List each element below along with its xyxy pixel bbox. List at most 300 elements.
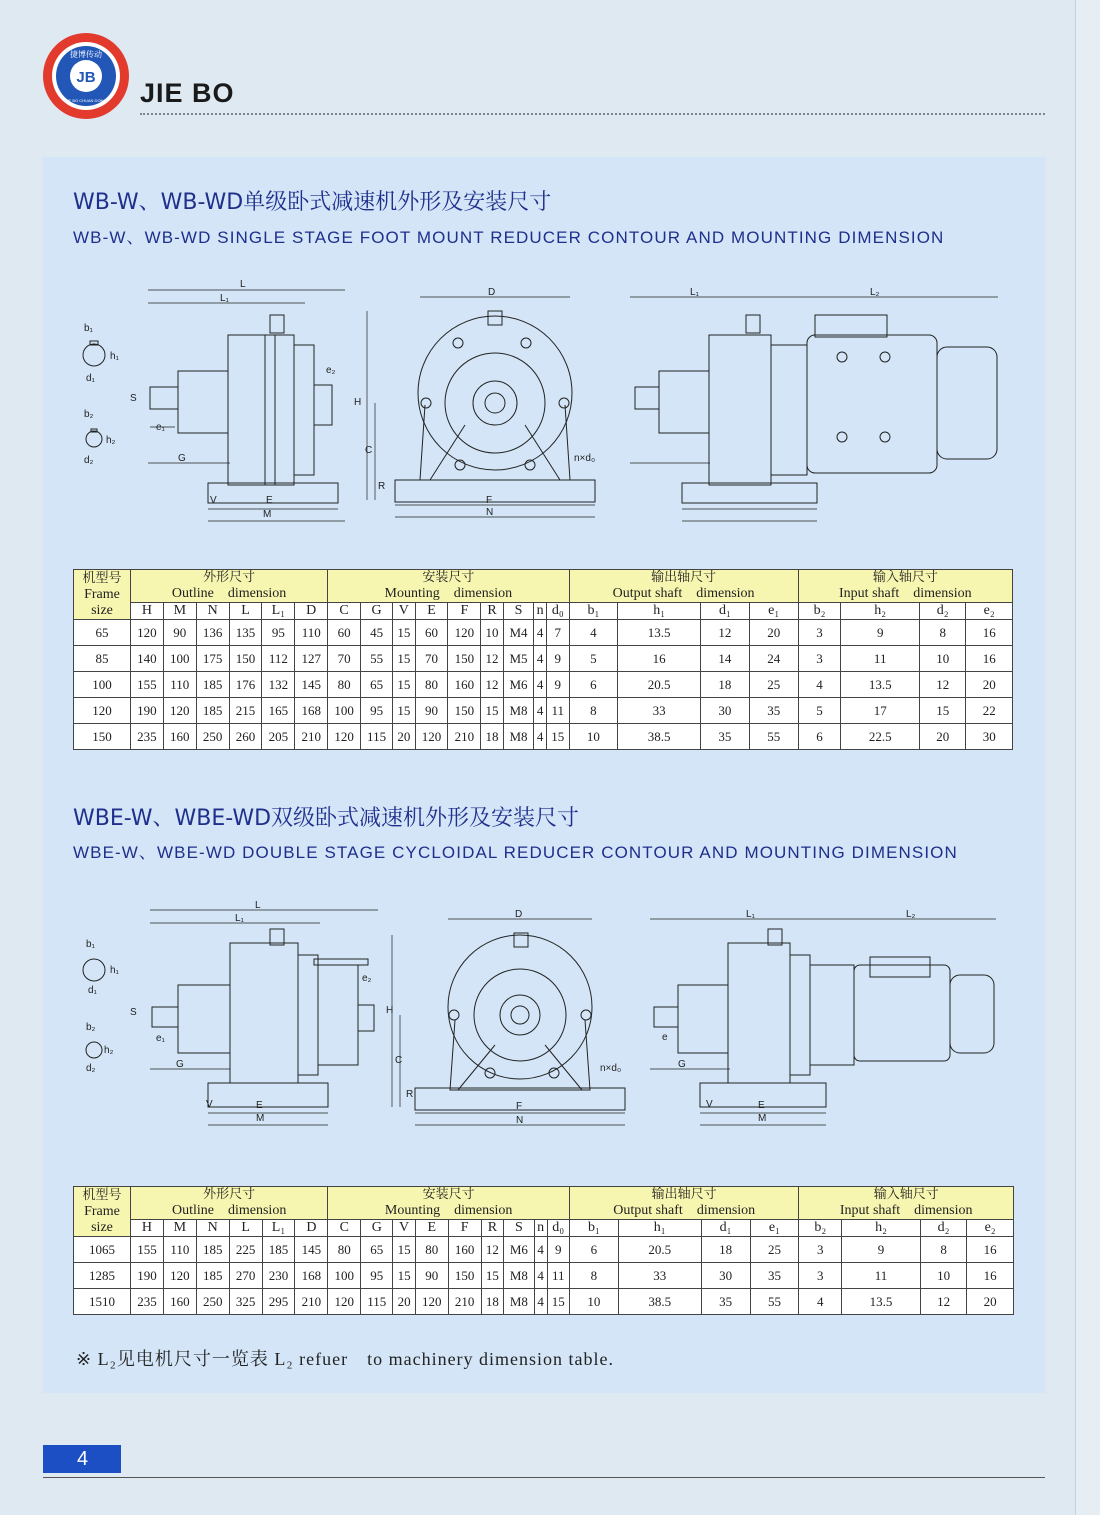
label-R: R xyxy=(378,481,386,492)
column-header: G xyxy=(361,603,393,620)
table-cell: 22 xyxy=(966,698,1013,724)
column-header: M xyxy=(163,1220,196,1237)
label2-L1: L₁ xyxy=(235,913,244,924)
table-cell: 13.5 xyxy=(841,672,920,698)
table-cell: 14 xyxy=(701,646,750,672)
section2-title-en: WBE-W、WBE-WD DOUBLE STAGE CYCLOIDAL REDUCER CONTOUR AND MOUNTING DIMENSION xyxy=(73,843,958,862)
table-cell: 150 xyxy=(448,646,481,672)
table-cell: 95 xyxy=(262,620,295,646)
table-cell: 80 xyxy=(328,1237,361,1263)
frame-size-cell: 150 xyxy=(74,724,131,750)
table-cell: 11 xyxy=(547,698,569,724)
label-L2: L₂ xyxy=(870,287,880,298)
table-cell: 4 xyxy=(534,1237,547,1263)
label-H: H xyxy=(354,397,362,408)
label2-e1: e₁ xyxy=(156,1033,165,1044)
column-header: n xyxy=(534,1220,547,1237)
table-cell: 90 xyxy=(163,620,196,646)
column-header: C xyxy=(328,1220,361,1237)
table-cell: 80 xyxy=(328,672,361,698)
label2-nd: n×d₀ xyxy=(600,1063,622,1074)
frame-size-cell: 65 xyxy=(74,620,131,646)
table-cell: 20.5 xyxy=(618,1237,701,1263)
label2-L2: L₂ xyxy=(906,909,916,920)
table-cell: 4 xyxy=(534,672,547,698)
table-cell: 8 xyxy=(569,698,618,724)
table-cell: 18 xyxy=(481,1289,503,1315)
table-cell: 80 xyxy=(415,1237,448,1263)
section1-drawing xyxy=(70,275,1010,535)
table-cell: 205 xyxy=(262,724,295,750)
table-cell: 22.5 xyxy=(841,724,920,750)
table-cell: 11 xyxy=(842,1263,921,1289)
frame-size-cell: 1065 xyxy=(74,1237,131,1263)
table-cell: 6 xyxy=(569,672,618,698)
table-row xyxy=(74,1263,1014,1289)
table-cell: 100 xyxy=(328,698,361,724)
table-cell: 6 xyxy=(798,724,841,750)
brand-logo xyxy=(42,32,130,120)
label-M: M xyxy=(263,509,272,520)
table-cell: 145 xyxy=(295,1237,328,1263)
table-cell: 110 xyxy=(163,672,196,698)
table-cell: 4 xyxy=(798,672,841,698)
table-cell: 16 xyxy=(967,1237,1014,1263)
table-cell: 12 xyxy=(481,646,503,672)
table-cell: 20 xyxy=(966,672,1013,698)
table-cell: 120 xyxy=(415,1289,448,1315)
table-row xyxy=(74,698,1013,724)
table-cell: 5 xyxy=(798,698,841,724)
table-cell: 160 xyxy=(448,672,481,698)
table-cell: 120 xyxy=(415,724,448,750)
table-cell: 120 xyxy=(163,1263,196,1289)
label-d1: d₁ xyxy=(86,373,95,384)
table-cell: 190 xyxy=(131,1263,164,1289)
table-cell: 185 xyxy=(196,1263,229,1289)
table-cell: M8 xyxy=(503,698,534,724)
frame-header-en: Frame xyxy=(84,586,120,602)
table-cell: 225 xyxy=(229,1237,262,1263)
section1-title-cn: WB-W、WB-WD单级卧式减速机外形及安装尺寸 xyxy=(73,190,552,215)
table-cell: 35 xyxy=(701,724,750,750)
table-cell: 250 xyxy=(196,724,229,750)
table-cell: M8 xyxy=(504,1289,535,1315)
label-S: S xyxy=(130,393,137,404)
table-cell: 3 xyxy=(798,620,841,646)
table-cell: 215 xyxy=(229,698,262,724)
table-cell: 8 xyxy=(920,620,966,646)
label-b1: b₁ xyxy=(84,323,93,334)
column-header: V xyxy=(393,603,415,620)
column-header: n xyxy=(534,603,547,620)
label2-H: H xyxy=(386,1005,394,1016)
label-D: D xyxy=(488,287,496,298)
column-header: V xyxy=(393,1220,415,1237)
table-cell: 16 xyxy=(966,646,1013,672)
table-cell: 165 xyxy=(262,698,295,724)
table-cell: 4 xyxy=(534,698,547,724)
table-cell: 325 xyxy=(229,1289,262,1315)
logo-ring-text: JIE BO CHUAN DONG xyxy=(65,98,107,103)
section1-table: 机型号 Frame size 外形尺寸 Outline dimension 安装尺寸 Mounting dimension 输出轴尺寸 Output shaft dimension 输入轴尺寸 Input shaft dimension H M N L L₁ D C G V E F R S n d₀ b₁ h₁ d₁ e₁ b₂ h₂ d₂ e₂ 65 120 90 136 135 95 110 60 45 15 60 120 10 M4 4 7 4 13.5 12 20 3 9 8 16 85 140 100 175 150 112 127 70 55 15 70 150 12 M5 4 9 5 16 14 24 3 11 10 16 100 155 110 185 176 132 145 80 65 15 80 160 12 M6 4 9 6 20.5 18 25 4 13.5 12 20 120 190 120 185 215 165 168 100 95 15 90 150 15 M8 4 11 8 33 30 35 5 17 15 22 150 235 160 250 260 205 210 120 115 20 120 210 18 M8 4 15 10 38.5 35 55 6 22.5 20 30 xyxy=(73,569,1013,750)
column-header: e₂ xyxy=(966,603,1013,620)
table-cell: 9 xyxy=(842,1237,921,1263)
table-cell: 100 xyxy=(163,646,196,672)
table-cell: 110 xyxy=(163,1237,196,1263)
table-cell: 20 xyxy=(393,724,415,750)
table-cell: 210 xyxy=(295,1289,328,1315)
frame-size-label: size xyxy=(91,1219,113,1235)
table-row xyxy=(74,620,1013,646)
column-header: D xyxy=(295,1220,328,1237)
page-number: 4 xyxy=(43,1445,121,1473)
column-header: h₁ xyxy=(618,603,701,620)
table-cell: 18 xyxy=(701,1237,750,1263)
label2-M-motor: M xyxy=(758,1113,767,1124)
table-cell: 15 xyxy=(481,698,503,724)
table-row xyxy=(74,646,1013,672)
table-cell: 12 xyxy=(701,620,750,646)
table-cell: M8 xyxy=(504,1263,535,1289)
table-cell: 160 xyxy=(448,1237,481,1263)
table-cell: 260 xyxy=(229,724,262,750)
label-e1: e₁ xyxy=(156,422,165,433)
table-cell: 185 xyxy=(196,672,229,698)
table-cell: 190 xyxy=(131,698,164,724)
table-cell: 11 xyxy=(841,646,920,672)
section2-title-cn: WBE-W、WBE-WD双级卧式减速机外形及安装尺寸 xyxy=(73,806,580,831)
table-cell: 132 xyxy=(262,672,295,698)
table-cell: 55 xyxy=(750,1289,799,1315)
table-cell: 90 xyxy=(415,1263,448,1289)
table-cell: 33 xyxy=(618,1263,701,1289)
label-b2: b₂ xyxy=(84,409,94,420)
table-cell: 15 xyxy=(393,620,415,646)
table-cell: 185 xyxy=(262,1237,295,1263)
table-cell: 3 xyxy=(798,646,841,672)
logo-cn: 捷博传动 xyxy=(70,50,102,59)
table-row xyxy=(74,672,1013,698)
section1-title-en: WB-W、WB-WD SINGLE STAGE FOOT MOUNT REDUCER CONTOUR AND MOUNTING DIMENSION xyxy=(73,228,945,247)
table-cell: 4 xyxy=(569,620,618,646)
table-cell: 18 xyxy=(701,672,750,698)
label2-E-motor: E xyxy=(758,1100,765,1111)
table-row xyxy=(74,1237,1014,1263)
table-cell: 176 xyxy=(229,672,262,698)
table-cell: 95 xyxy=(361,1263,393,1289)
table-cell: 65 xyxy=(361,1237,393,1263)
table-cell: 10 xyxy=(481,620,503,646)
table-cell: 35 xyxy=(701,1289,750,1315)
table-cell: 120 xyxy=(328,1289,361,1315)
column-header: b₂ xyxy=(799,1220,842,1237)
table-cell: 175 xyxy=(196,646,229,672)
column-header: b₁ xyxy=(569,603,618,620)
table-cell: 10 xyxy=(920,1263,966,1289)
table-cell: 38.5 xyxy=(618,724,701,750)
label2-e2: e₂ xyxy=(362,973,372,984)
label2-V: V xyxy=(206,1099,213,1110)
label2-d2: d₂ xyxy=(86,1063,96,1074)
table-cell: 155 xyxy=(131,1237,164,1263)
table-cell: 4 xyxy=(534,646,547,672)
column-header: h₂ xyxy=(841,603,920,620)
table-cell: 12 xyxy=(920,1289,966,1315)
column-header: H xyxy=(131,1220,164,1237)
table-cell: 136 xyxy=(196,620,229,646)
table-cell: 4 xyxy=(799,1289,842,1315)
header-divider xyxy=(140,113,1045,115)
frame-size-label: size xyxy=(91,602,113,618)
table-cell: 4 xyxy=(534,620,547,646)
table-cell: 60 xyxy=(415,620,448,646)
table-cell: 45 xyxy=(361,620,393,646)
table-cell: 140 xyxy=(131,646,164,672)
label-L1: L₁ xyxy=(220,293,229,304)
table-cell: 168 xyxy=(295,1263,328,1289)
column-header: F xyxy=(448,1220,481,1237)
table-cell: 80 xyxy=(415,672,448,698)
frame-size-cell: 1510 xyxy=(74,1289,131,1315)
table-cell: 17 xyxy=(841,698,920,724)
table-cell: 10 xyxy=(569,1289,618,1315)
table-cell: 20 xyxy=(920,724,966,750)
column-header: h₂ xyxy=(842,1220,921,1237)
table-cell: 65 xyxy=(361,672,393,698)
page-edge xyxy=(1075,0,1100,1515)
table-cell: 160 xyxy=(163,724,196,750)
label-d2: d₂ xyxy=(84,455,94,466)
column-header: N xyxy=(196,603,229,620)
frame-size-cell: 120 xyxy=(74,698,131,724)
table-cell: 120 xyxy=(448,620,481,646)
table-cell: 15 xyxy=(481,1263,503,1289)
table-cell: 8 xyxy=(569,1263,618,1289)
table-row xyxy=(74,1289,1014,1315)
column-header: D xyxy=(295,603,328,620)
table-cell: 110 xyxy=(295,620,328,646)
column-header: R xyxy=(481,603,503,620)
table-cell: 90 xyxy=(415,698,448,724)
label2-h1: h₁ xyxy=(110,965,119,976)
column-header: G xyxy=(361,1220,393,1237)
column-header: d₂ xyxy=(920,1220,966,1237)
label2-S: S xyxy=(130,1007,137,1018)
section2-table: 机型号 Frame size 外形尺寸 Outline dimension 安装尺寸 Mounting dimension 输出轴尺寸 Output shaft dimension 输入轴尺寸 Input shaft dimension H M N L L₁ D C G V E F R S n d₀ b₁ h₁ d₁ e₁ b₂ h₂ d₂ e₂ 1065 155 110 185 225 185 145 80 65 15 80 160 12 M6 4 9 6 20.5 18 25 3 9 8 16 1285 190 120 185 270 230 168 100 95 15 90 150 15 M8 4 11 8 33 30 35 3 11 10 16 1510 235 160 250 325 295 210 120 115 20 120 210 18 M8 4 15 10 38.5 35 55 4 13.5 12 20 xyxy=(73,1186,1014,1315)
table-cell: 95 xyxy=(361,698,393,724)
table-cell: 6 xyxy=(569,1237,618,1263)
table-cell: 20 xyxy=(393,1289,415,1315)
table-cell: 35 xyxy=(750,1263,799,1289)
column-header: d₀ xyxy=(547,603,569,620)
table-cell: 7 xyxy=(547,620,569,646)
table-cell: M6 xyxy=(503,672,534,698)
label2-N: N xyxy=(516,1115,524,1126)
table-cell: 15 xyxy=(393,1237,415,1263)
label2-C: C xyxy=(395,1055,403,1066)
table-cell: 150 xyxy=(229,646,262,672)
table-row xyxy=(74,724,1013,750)
column-header: d₀ xyxy=(547,1220,569,1237)
column-header: d₁ xyxy=(701,603,750,620)
table-cell: 250 xyxy=(196,1289,229,1315)
frame-size-cell: 100 xyxy=(74,672,131,698)
table-cell: 127 xyxy=(295,646,328,672)
table-cell: 13.5 xyxy=(842,1289,921,1315)
table-cell: 185 xyxy=(196,1237,229,1263)
table-cell: 120 xyxy=(328,724,361,750)
label2-D: D xyxy=(515,909,523,920)
column-header: b₁ xyxy=(569,1220,618,1237)
table-cell: 120 xyxy=(163,698,196,724)
label2-h2: h₂ xyxy=(104,1045,114,1056)
label2-V-motor: V xyxy=(706,1099,713,1110)
column-header: L₁ xyxy=(262,603,295,620)
label-nd: n×d₀ xyxy=(574,453,596,464)
table-cell: 9 xyxy=(841,620,920,646)
table-cell: 15 xyxy=(393,1263,415,1289)
label-C: C xyxy=(365,445,373,456)
table-cell: 30 xyxy=(966,724,1013,750)
table-cell: 33 xyxy=(618,698,701,724)
column-header: e₁ xyxy=(749,603,798,620)
frame-size-cell: 1285 xyxy=(74,1263,131,1289)
column-header: S xyxy=(504,1220,535,1237)
table-cell: 120 xyxy=(131,620,164,646)
table-cell: 210 xyxy=(295,724,328,750)
table-cell: 112 xyxy=(262,646,295,672)
column-header: b₂ xyxy=(798,603,841,620)
table-cell: 235 xyxy=(131,724,164,750)
column-header: H xyxy=(131,603,164,620)
label-V: V xyxy=(210,495,217,506)
table-cell: 60 xyxy=(328,620,361,646)
label-h1: h₁ xyxy=(110,351,119,362)
label2-R: R xyxy=(406,1089,414,1100)
label2-d1: d₁ xyxy=(88,985,97,996)
table-cell: M4 xyxy=(503,620,534,646)
column-header: L₁ xyxy=(262,1220,295,1237)
table-cell: 4 xyxy=(534,1289,547,1315)
label-L: L xyxy=(240,279,246,290)
section2-drawing xyxy=(70,895,1010,1135)
table-cell: 235 xyxy=(131,1289,164,1315)
table-cell: 70 xyxy=(328,646,361,672)
table-cell: 38.5 xyxy=(618,1289,701,1315)
table-cell: 115 xyxy=(361,724,393,750)
label2-L: L xyxy=(255,900,261,911)
table-cell: 10 xyxy=(569,724,618,750)
column-header: N xyxy=(196,1220,229,1237)
table-cell: 3 xyxy=(799,1237,842,1263)
column-header: F xyxy=(448,603,481,620)
label-E: E xyxy=(266,495,273,506)
label-L1-motor: L₁ xyxy=(690,287,699,298)
label2-b1: b₁ xyxy=(86,939,95,950)
label-N: N xyxy=(486,507,494,518)
table-cell: 10 xyxy=(920,646,966,672)
label-h2: h₂ xyxy=(106,435,116,446)
table-cell: 15 xyxy=(547,724,569,750)
table-cell: 16 xyxy=(618,646,701,672)
table-cell: 15 xyxy=(393,646,415,672)
table-cell: 155 xyxy=(131,672,164,698)
table-cell: 20 xyxy=(967,1289,1014,1315)
table-cell: 11 xyxy=(547,1263,569,1289)
table-cell: 30 xyxy=(701,698,750,724)
table-cell: 25 xyxy=(750,1237,799,1263)
table-cell: 168 xyxy=(295,698,328,724)
table-cell: 210 xyxy=(448,724,481,750)
column-header: L xyxy=(229,603,262,620)
column-header: d₁ xyxy=(701,1220,750,1237)
table-cell: 15 xyxy=(393,672,415,698)
table-cell: 9 xyxy=(547,1237,569,1263)
table-cell: 8 xyxy=(920,1237,966,1263)
table-cell: 295 xyxy=(262,1289,295,1315)
column-header: E xyxy=(415,603,448,620)
table-cell: 9 xyxy=(547,646,569,672)
label-G: G xyxy=(178,453,186,464)
footnote: ※ L₂见电机尺寸一览表 L₂ refuer to machinery dimension table. xyxy=(76,1349,615,1369)
table-cell: 70 xyxy=(415,646,448,672)
column-header: M xyxy=(163,603,196,620)
table-cell: 15 xyxy=(920,698,966,724)
logo-mark: JB xyxy=(76,69,96,86)
table-cell: 150 xyxy=(448,1263,481,1289)
label2-G: G xyxy=(176,1059,184,1070)
table-cell: 135 xyxy=(229,620,262,646)
table-cell: 20 xyxy=(749,620,798,646)
column-header: S xyxy=(503,603,534,620)
table-cell: 115 xyxy=(361,1289,393,1315)
label2-M: M xyxy=(256,1113,265,1124)
brand-name: JIE BO xyxy=(140,78,235,108)
table-cell: 15 xyxy=(547,1289,569,1315)
column-header: R xyxy=(481,1220,503,1237)
label-F: F xyxy=(486,495,493,506)
label2-F: F xyxy=(516,1101,523,1112)
table-cell: 35 xyxy=(749,698,798,724)
table-cell: 100 xyxy=(328,1263,361,1289)
footer-divider xyxy=(43,1477,1045,1478)
table-cell: 30 xyxy=(701,1263,750,1289)
table-cell: 12 xyxy=(481,672,503,698)
table-cell: 15 xyxy=(393,698,415,724)
table-cell: 210 xyxy=(448,1289,481,1315)
column-header: C xyxy=(328,603,361,620)
table-cell: 13.5 xyxy=(618,620,701,646)
table-cell: M8 xyxy=(503,724,534,750)
column-header: L xyxy=(229,1220,262,1237)
column-header: e₁ xyxy=(750,1220,799,1237)
table-cell: 24 xyxy=(749,646,798,672)
column-header: d₂ xyxy=(920,603,966,620)
table-cell: 12 xyxy=(920,672,966,698)
table-cell: 230 xyxy=(262,1263,295,1289)
label-e2: e₂ xyxy=(326,365,336,376)
table-cell: M6 xyxy=(504,1237,535,1263)
label2-b2: b₂ xyxy=(86,1022,96,1033)
column-header: h₁ xyxy=(618,1220,701,1237)
table-cell: 3 xyxy=(799,1263,842,1289)
table-cell: 16 xyxy=(966,620,1013,646)
label2-G-motor: G xyxy=(678,1059,686,1070)
table-cell: 185 xyxy=(196,698,229,724)
table-cell: 9 xyxy=(547,672,569,698)
table-cell: 160 xyxy=(163,1289,196,1315)
